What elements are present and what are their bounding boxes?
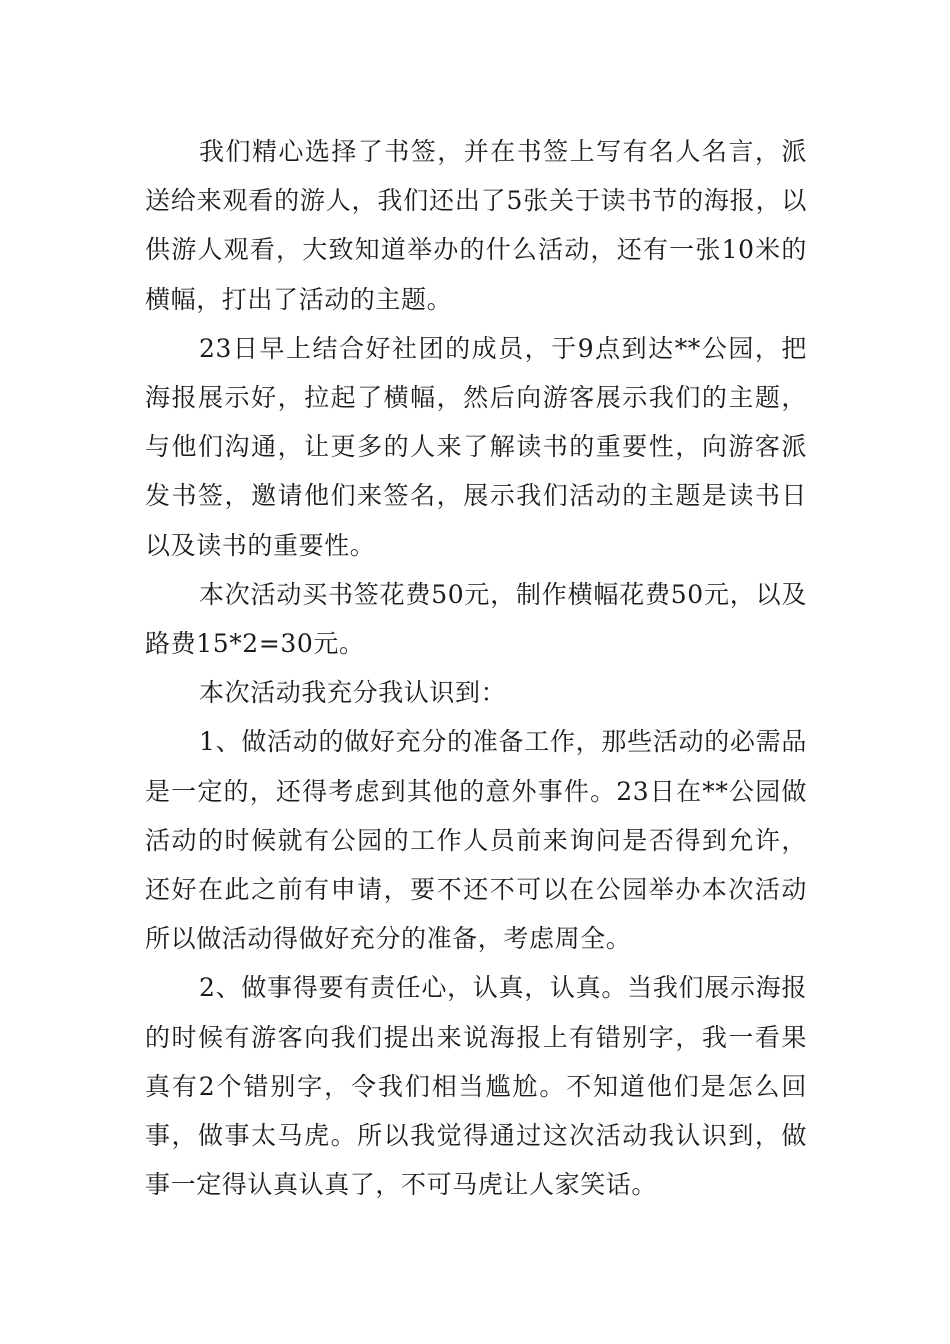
paragraph-point-responsibility: 2、做事得要有责任心，认真，认真。当我们展示海报的时候有游客向我们提出来说海报上有错别字，我一看果真有2个错别字，令我们相当尴尬。不知道他们是怎么回事，做事太马虎。所以我觉得通过这次活动我认识到，做事一定得认真认真了，不可马虎让人家笑话。: [145, 973, 807, 1200]
paragraph-point-preparation: 1、做活动的做好充分的准备工作，那些活动的必需品是一定的，还得考虑到其他的意外事件。23日在**公园做活动的时候就有公园的工作人员前来询问是否得到允许，还好在此之前有申请，要不还不可以在公园举办本次活动所以做活动得做好充分的准备，考虑周全。: [145, 727, 807, 954]
paragraph-realizations-intro: 本次活动我充分我认识到：: [199, 678, 507, 708]
paragraph-park-event: 23日早上结合好社团的成员，于9点到达**公园，把海报展示好，拉起了横幅，然后向游客展示我们的主题，与他们沟通，让更多的人来了解读书的重要性，向游客派发书签，邀请他们来签名，展示我们活动的主题是读书日以及读书的重要性。: [145, 333, 807, 560]
paragraph-bookmarks-posters: 我们精心选择了书签，并在书签上写有名人名言，派送给来观看的游人，我们还出了5张关于读书节的海报，以供游人观看，大致知道举办的什么活动，还有一张10米的横幅，打出了活动的主题。: [145, 137, 807, 314]
document-body: [145, 127, 807, 1209]
paragraph-expenses: 本次活动买书签花费50元，制作横幅花费50元，以及路费15*2=30元。: [145, 579, 807, 659]
